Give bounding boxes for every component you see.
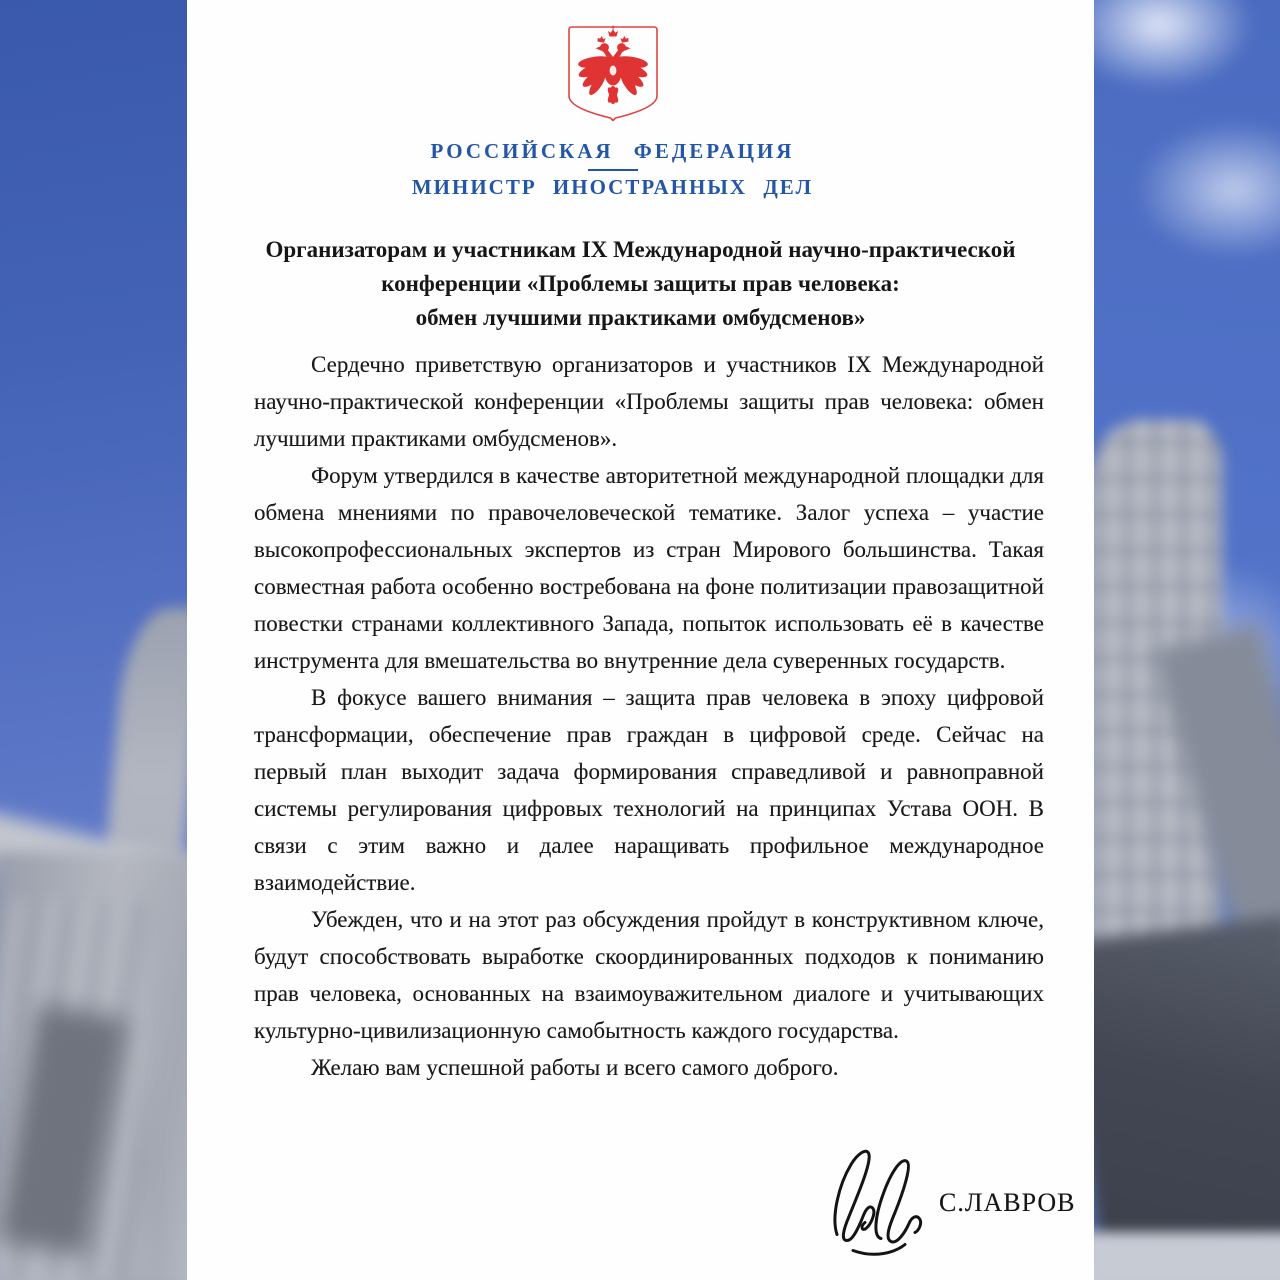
background-photo-left [0, 0, 187, 1280]
letter-body [187, 346, 1094, 1086]
letterhead-divider [588, 169, 638, 171]
signature-block [817, 1136, 1095, 1280]
signature-autograph-icon [823, 1136, 953, 1266]
building-base-right [1094, 1232, 1280, 1280]
title-line: Организаторам и участникам IX Международной научно-практической [265, 237, 1016, 262]
building-dark-right [1094, 915, 1280, 1271]
background-photo-right [1094, 0, 1280, 1280]
title-line: обмен лучшими практиками омбудсменов» [415, 305, 866, 330]
title-line: конференции «Проблемы защиты прав человека: [381, 271, 900, 296]
russia-coat-of-arms-icon [566, 24, 660, 122]
paragraph-wishes: Желаю вам успешной работы и всего самого доброго. [311, 1055, 839, 1080]
letter-title [187, 233, 1094, 335]
paragraph-focus: В фокусе вашего внимания – защита прав человека в эпоху цифровой трансформации, обеспечение прав граждан в цифровой среде. Сейчас на первый план выходит задача формирования справедливой и равноправной системы регулирования цифровых технологий на принципах Устава ООН. В связи с этим важно и далее наращивать профильное международное взаимодействие. [254, 685, 1044, 895]
cloud [1094, 0, 1254, 90]
paragraph-forum: Форум утвердился в качестве авторитетной международной площадки для обмена мнениями по правочеловеческой тематике. Залог успеха – участие высокопрофессиональных экспертов из стран Мирового большинства. Такая совместная работа особенно востребована на фоне политизации правозащитной повестки странами коллективного Запада, попыток использовать её в качестве инструмента для вмешательства во внутренние дела суверенных государств. [254, 463, 1044, 673]
letterhead [412, 24, 813, 200]
country-name: РОССИЙСКАЯ ФЕДЕРАЦИЯ [430, 139, 795, 163]
minister-title: МИНИСТР ИНОСТРАННЫХ ДЕЛ [411, 175, 814, 199]
signatory-name: С.ЛАВРОВ [939, 1188, 1076, 1217]
letter-page [187, 0, 1094, 1280]
paragraph-greeting: Сердечно приветствую организаторов и участников IX Международной научно-практической конференции «Проблемы защиты прав человека: обмен лучшими практиками омбудсменов». [254, 352, 1044, 451]
paragraph-conviction: Убежден, что и на этот раз обсуждения пройдут в конструктивном ключе, будут способствовать выработке скоординированных подходов к пониманию прав человека, основанных на взаимоуважительном диалоге и учитывающих культурно-цивилизационную самобытность каждого государства. [254, 907, 1044, 1043]
cloud [1134, 120, 1280, 260]
